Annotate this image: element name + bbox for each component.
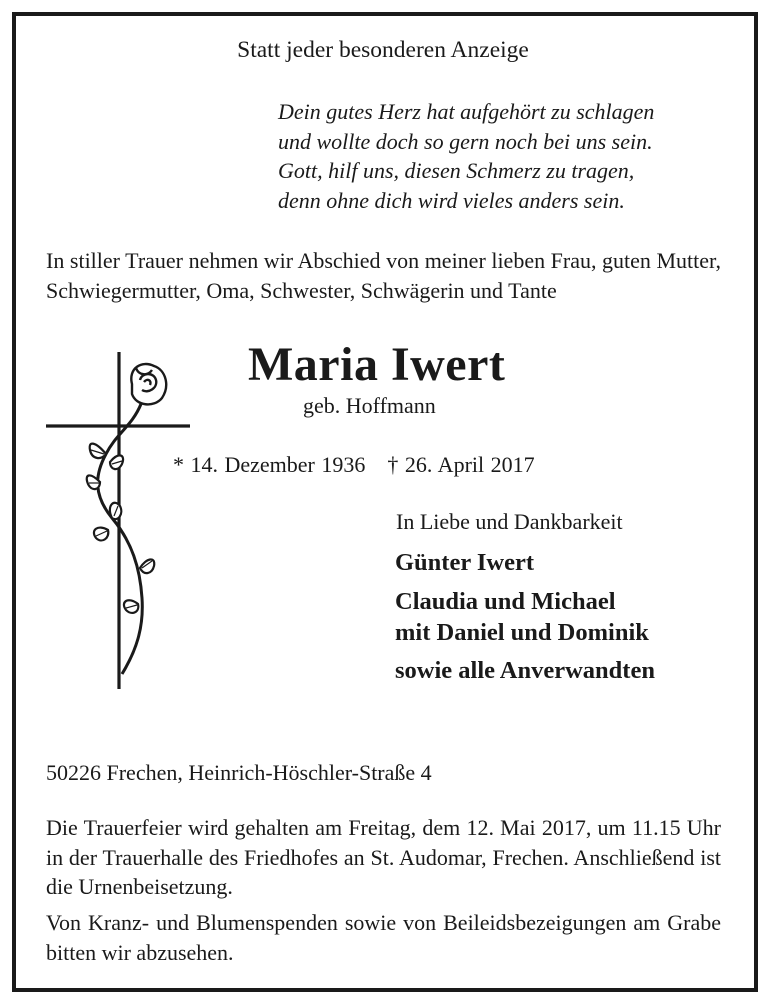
mourner: Günter Iwert (395, 549, 535, 576)
cross-with-rose-icon (44, 346, 194, 691)
poem-line: und wollte doch so gern noch bei uns sein. (278, 128, 653, 154)
notice-header: Statt jeder besonderen Anzeige (237, 37, 529, 63)
born-name: geb. Hoffmann (303, 393, 436, 418)
deceased-name: Maria Iwert (248, 338, 506, 391)
ceremony-text: Die Trauerfeier wird gehalten am Freitag, dem 12. Mai 2017, um 11.15 Uhr in der Trauerhalle des Friedhofes an St. Audomar, Frechen. Anschließend ist die Urnenbeisetzung. (46, 815, 721, 899)
address: 50226 Frechen, Heinrich-Höschler-Straße 4 (46, 760, 432, 785)
mourner: sowie alle Anverwandten (395, 657, 655, 684)
poem (278, 97, 654, 215)
flowers-text: Von Kranz- und Blumenspenden sowie von Beileidsbezeigungen am Grabe bitten wir abzusehen. (46, 910, 721, 965)
death-date: † 26. April 2017 (387, 452, 535, 477)
mourner: mit Daniel und Dominik (395, 619, 649, 646)
mourners-list (395, 547, 655, 686)
intro-text: In stiller Trauer nehmen wir Abschied von meiner lieben Frau, guten Mutter, Schwiegermutter, Oma, Schwester, Schwägerin und Tante (46, 248, 721, 303)
birth-date: * 14. Dezember 1936 (173, 452, 366, 477)
poem-line: Dein gutes Herz hat aufgehört zu schlagen (278, 99, 655, 124)
poem-line: Gott, hilf uns, diesen Schmerz zu tragen, (278, 158, 635, 183)
mourner: Claudia und Michael (395, 588, 616, 615)
life-dates (173, 452, 535, 478)
poem-line: denn ohne dich wird vieles anders sein. (278, 187, 625, 213)
mourners-intro: In Liebe und Dankbarkeit (396, 509, 623, 534)
